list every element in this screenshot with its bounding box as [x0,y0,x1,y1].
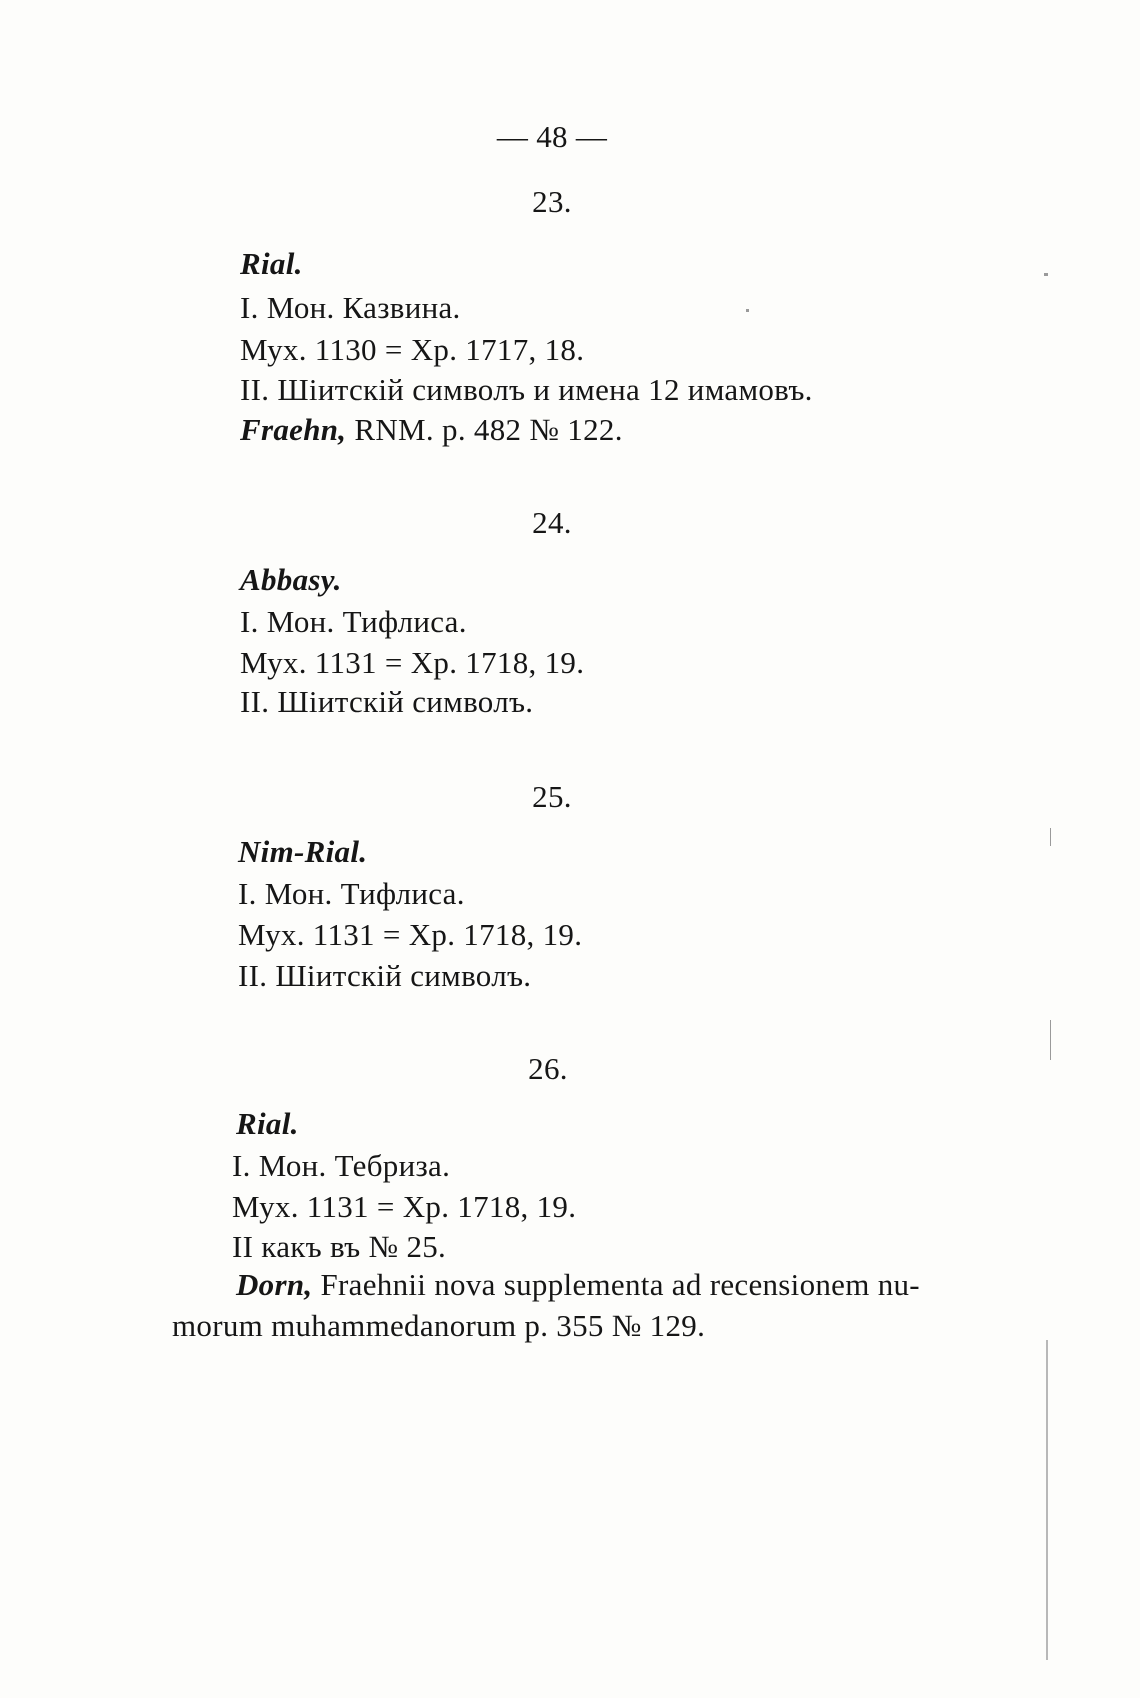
entry-line: II. Шiитскiй символъ. [238,958,532,993]
entry-line: Мух. 1131 = Хр. 1718, 19. [240,645,585,680]
scan-speck [746,309,749,312]
entry-line: I. Мон. Казвина. [240,290,461,325]
entry-line: Мух. 1131 = Хр. 1718, 19. [232,1189,577,1224]
entry-line: I. Мон. Тифлиса. [240,604,467,639]
scan-speck [1044,273,1048,276]
entry-number: 23. [532,184,572,219]
entry-line: I. Мон. Тифлиса. [238,876,465,911]
entry-line: II какъ въ № 25. [232,1229,447,1264]
entry-title: Rial. [240,246,303,281]
scan-edge-mark [1050,1020,1051,1060]
entry-number: 24. [532,505,572,540]
entry-line: Мух. 1130 = Хр. 1717, 18. [240,332,585,367]
reference-text: RNM. p. 482 № 122. [346,412,623,447]
entry-title: Abbasy. [240,562,342,597]
entry-line: II. Шiитскiй символъ и имена 12 имамовъ. [240,372,813,407]
scan-edge-mark [1050,828,1051,846]
page-number: — 48 — [496,119,608,154]
scan-edge-mark [1046,1340,1048,1660]
entry-reference [240,410,623,450]
entry-title: Nim-Rial. [238,834,368,869]
entry-line: I. Мон. Тебриза. [232,1148,451,1183]
entry-reference-continuation: morum muhammedanorum p. 355 № 129. [172,1308,706,1343]
reference-author: Fraehn, [240,412,347,447]
entry-number: 25. [532,779,572,814]
reference-text: Fraehnii nova supplementa ad recensionem nu- [312,1267,920,1302]
entry-line: Мух. 1131 = Хр. 1718, 19. [238,917,583,952]
entry-reference [236,1265,920,1305]
entry-number: 26. [528,1051,568,1086]
entry-title: Rial. [236,1106,299,1141]
entry-line: II. Шiитскiй символъ. [240,684,534,719]
reference-author: Dorn, [236,1267,313,1302]
